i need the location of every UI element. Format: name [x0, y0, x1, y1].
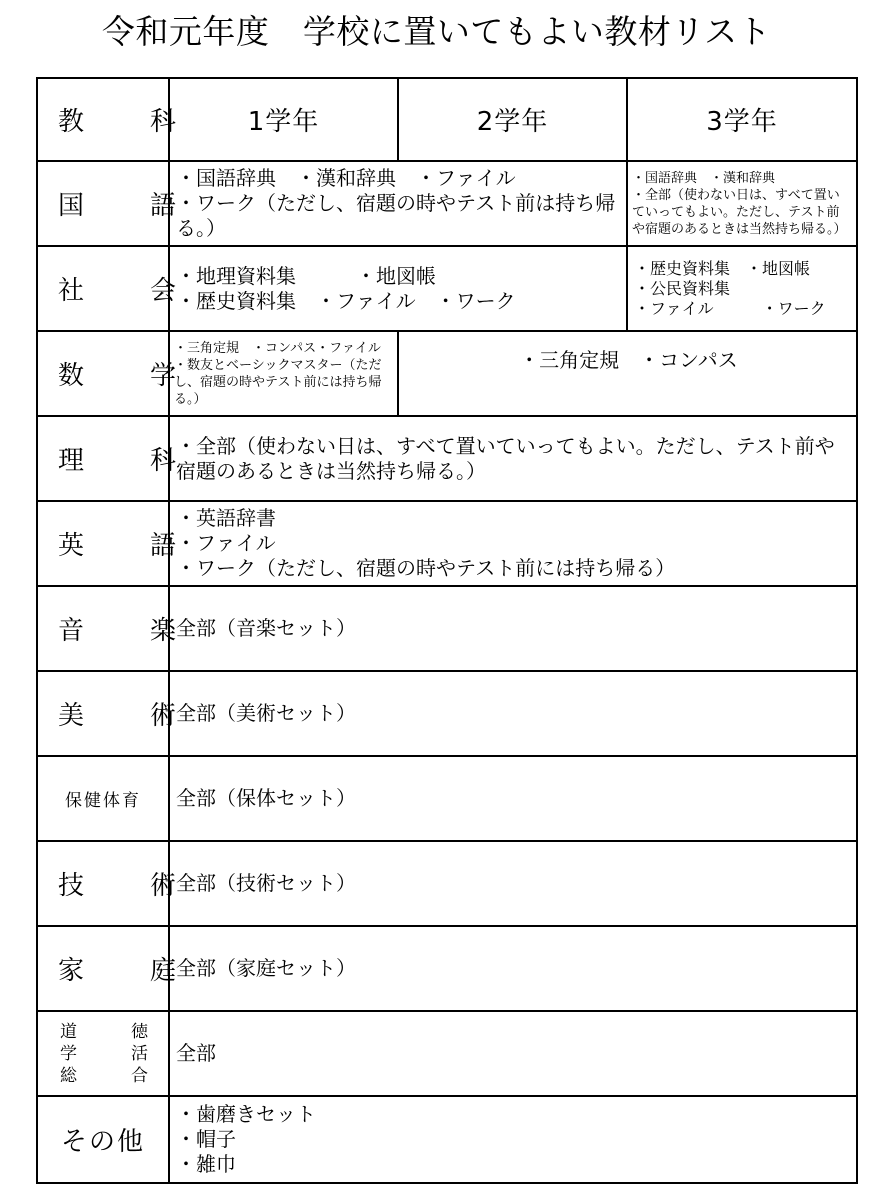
- header-row: [37, 78, 857, 161]
- header-grade-2: 2学年: [398, 78, 627, 161]
- eigo-all-grades: [169, 501, 857, 586]
- subject-hoken: 保健体育: [37, 756, 169, 841]
- subject-char: 総: [60, 1065, 77, 1086]
- row-eigo: [37, 501, 857, 586]
- subject-eigo: 英 語: [37, 501, 169, 586]
- shakai-grade-1-2: [169, 246, 627, 331]
- ongaku-all-grades: 全部（音楽セット）: [169, 586, 857, 671]
- katei-all-grades: 全部（家庭セット）: [169, 926, 857, 1011]
- row-hoken: [37, 756, 857, 841]
- list-item: ・歴史資料集 ・ファイル ・ワーク: [176, 288, 516, 313]
- list-item: ・全部（使わない日は、すべて置いていってもよい。ただし、テスト前や宿題のあるときは当然持ち帰る。）: [632, 187, 847, 237]
- subject-char: 道: [60, 1021, 77, 1042]
- sugaku-grade-1: [169, 331, 398, 416]
- row-bijutsu: [37, 671, 857, 756]
- subject-rika: 理 科: [37, 416, 169, 501]
- list-item: ・公民資料集: [634, 278, 731, 298]
- dotoku-all-grades: 全部: [169, 1011, 857, 1096]
- sonota-all-grades: [169, 1096, 857, 1183]
- row-sugaku: [37, 331, 857, 416]
- row-gijutsu: [37, 841, 857, 926]
- subject-char: 学: [60, 1043, 77, 1064]
- subject-sugaku: 数 学: [37, 331, 169, 416]
- list-item: ・ファイル ・ワーク: [634, 298, 826, 318]
- subject-char: 活: [131, 1043, 148, 1064]
- list-item: ・帽子: [176, 1127, 236, 1151]
- bijutsu-all-grades: 全部（美術セット）: [169, 671, 857, 756]
- list-item: ・国語辞典 ・漢和辞典: [632, 170, 776, 186]
- subject-katei: 家 庭: [37, 926, 169, 1011]
- row-dotoku: [37, 1011, 857, 1096]
- row-rika: [37, 416, 857, 501]
- subject-line: [38, 1043, 168, 1065]
- list-item: ・数友とベーシックマスター（ただし、宿題の時やテスト前には持ち帰る。）: [174, 357, 382, 407]
- list-item: ・三角定規 ・コンパス・ファイル: [174, 340, 381, 356]
- header-grade-1: 1学年: [169, 78, 398, 161]
- subject-sonota: その他: [37, 1096, 169, 1183]
- hoken-all-grades: 全部（保体セット）: [169, 756, 857, 841]
- row-ongaku: [37, 586, 857, 671]
- subject-char: 徳: [131, 1021, 148, 1042]
- subject-line: [38, 1065, 168, 1087]
- header-grade-3: 3学年: [627, 78, 857, 161]
- kokugo-grade-3: [627, 161, 857, 246]
- list-item: ・英語辞書: [176, 506, 276, 530]
- list-item: ・ワーク（ただし、宿題の時やテスト前には持ち帰る）: [176, 556, 676, 580]
- subject-ongaku: 音 楽: [37, 586, 169, 671]
- row-sonota: [37, 1096, 857, 1183]
- list-item: ・地理資料集 ・地図帳: [176, 263, 436, 288]
- header-subject: 教 科: [37, 78, 169, 161]
- list-item: ・歴史資料集 ・地図帳: [634, 258, 811, 278]
- list-item: ・国語辞典 ・漢和辞典 ・ファイル: [176, 166, 516, 190]
- kokugo-grade-1-2: [169, 161, 627, 246]
- list-item: ・雑巾: [176, 1152, 236, 1176]
- row-katei: [37, 926, 857, 1011]
- subject-dotoku-gakkatsu-sogo: [37, 1011, 169, 1096]
- list-item: ・ファイル: [176, 531, 276, 555]
- list-item: ・ワーク（ただし、宿題の時やテスト前は持ち帰る。）: [176, 191, 616, 240]
- rika-all-grades: ・全部（使わない日は、すべて置いていってもよい。ただし、テスト前や宿題のあるときは当然持ち帰る。）: [169, 416, 857, 501]
- subject-kokugo: 国 語: [37, 161, 169, 246]
- sugaku-grade-2-3: ・三角定規 ・コンパス: [398, 331, 857, 416]
- page-title: 令和元年度 学校に置いてもよい教材リスト: [101, 12, 772, 51]
- materials-table: [36, 77, 858, 1184]
- subject-gijutsu: 技 術: [37, 841, 169, 926]
- row-shakai: [37, 246, 857, 331]
- list-item: ・歯磨きセット: [176, 1102, 316, 1126]
- subject-char: 合: [131, 1065, 148, 1086]
- subject-shakai: 社 会: [37, 246, 169, 331]
- gijutsu-all-grades: 全部（技術セット）: [169, 841, 857, 926]
- shakai-grade-3: [627, 246, 857, 331]
- row-kokugo: [37, 161, 857, 246]
- subject-bijutsu: 美 術: [37, 671, 169, 756]
- subject-line: [38, 1021, 168, 1043]
